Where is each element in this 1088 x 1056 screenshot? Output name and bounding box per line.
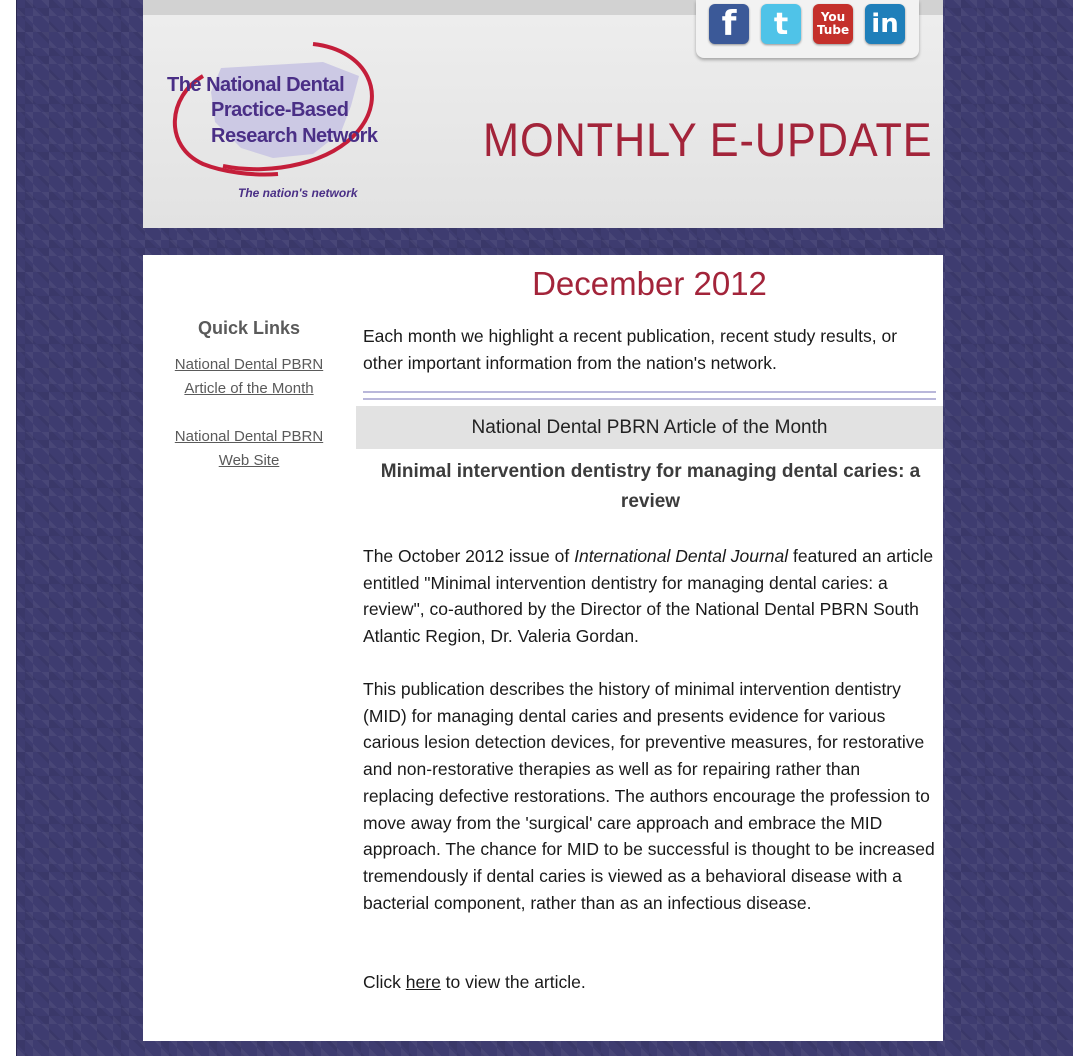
article-link[interactable]: here (405, 972, 441, 992)
paragraph-text: Click (363, 972, 406, 992)
issue-month: December 2012 (532, 265, 767, 302)
intro-text: Each month we highlight a recent publication, recent study results, or other important information from the nation's network. (363, 326, 898, 373)
newsletter-header (143, 0, 943, 228)
logo-tagline: The nation's network (238, 186, 358, 200)
divider-line (363, 398, 936, 400)
divider-line (363, 391, 936, 393)
social-icons-bar (696, 0, 919, 58)
paragraph-text: featured an article entitled "Minimal intervention dentistry for managing dental caries: a review", co-authored by the Director of the National Dental PBRN South Atlantic Region, Dr. Valeria Gordan. (363, 546, 934, 647)
quick-link-web-site[interactable]: National Dental PBRN Web Site (174, 428, 324, 469)
quick-links-title: Quick Links (197, 318, 301, 338)
paragraph-text: to view the article. (440, 972, 586, 992)
article-paragraph-3 (363, 969, 935, 996)
logo-line3: Research Network (211, 125, 378, 147)
facebook-icon[interactable]: f (709, 4, 749, 44)
network-logo[interactable] (163, 36, 383, 206)
linkedin-icon[interactable]: in (865, 4, 905, 44)
content-panel (143, 255, 943, 1041)
logo-line2: Practice-Based (211, 99, 349, 121)
article-paragraph-1 (363, 543, 935, 650)
paragraph-text: The October 2012 issue of (363, 546, 575, 566)
section-heading: National Dental PBRN Article of the Month (356, 406, 943, 449)
article-title: Minimal intervention dentistry for managing dental caries: a review (380, 461, 921, 512)
twitter-icon[interactable]: t (761, 4, 801, 44)
quick-links-sidebar (143, 318, 355, 497)
article-paragraph-2: This publication describes the history of minimal intervention dentistry (MID) for managing dental caries and presents evidence for various carious lesion detection devices, for preventive measures, for restorative and non-restorative therapies as well as for repairing rather than replacing defective restorations. The authors encourage the profession to move away from the 'surgical' care approach and embrace the MID approach. The chance for MID to be successful is thought to be increased tremendously if dental caries is viewed as a behavioral disease with a bacterial component, rather than as an infectious disease. (363, 679, 935, 913)
logo-line1: The National Dental (167, 74, 345, 96)
quick-link-article-of-month[interactable]: National Dental PBRN Article of the Month (174, 356, 324, 397)
journal-name: International Dental Journal (574, 546, 789, 566)
youtube-icon[interactable]: You Tube (813, 4, 853, 44)
banner-title: MONTHLY E-UPDATE (483, 113, 933, 166)
